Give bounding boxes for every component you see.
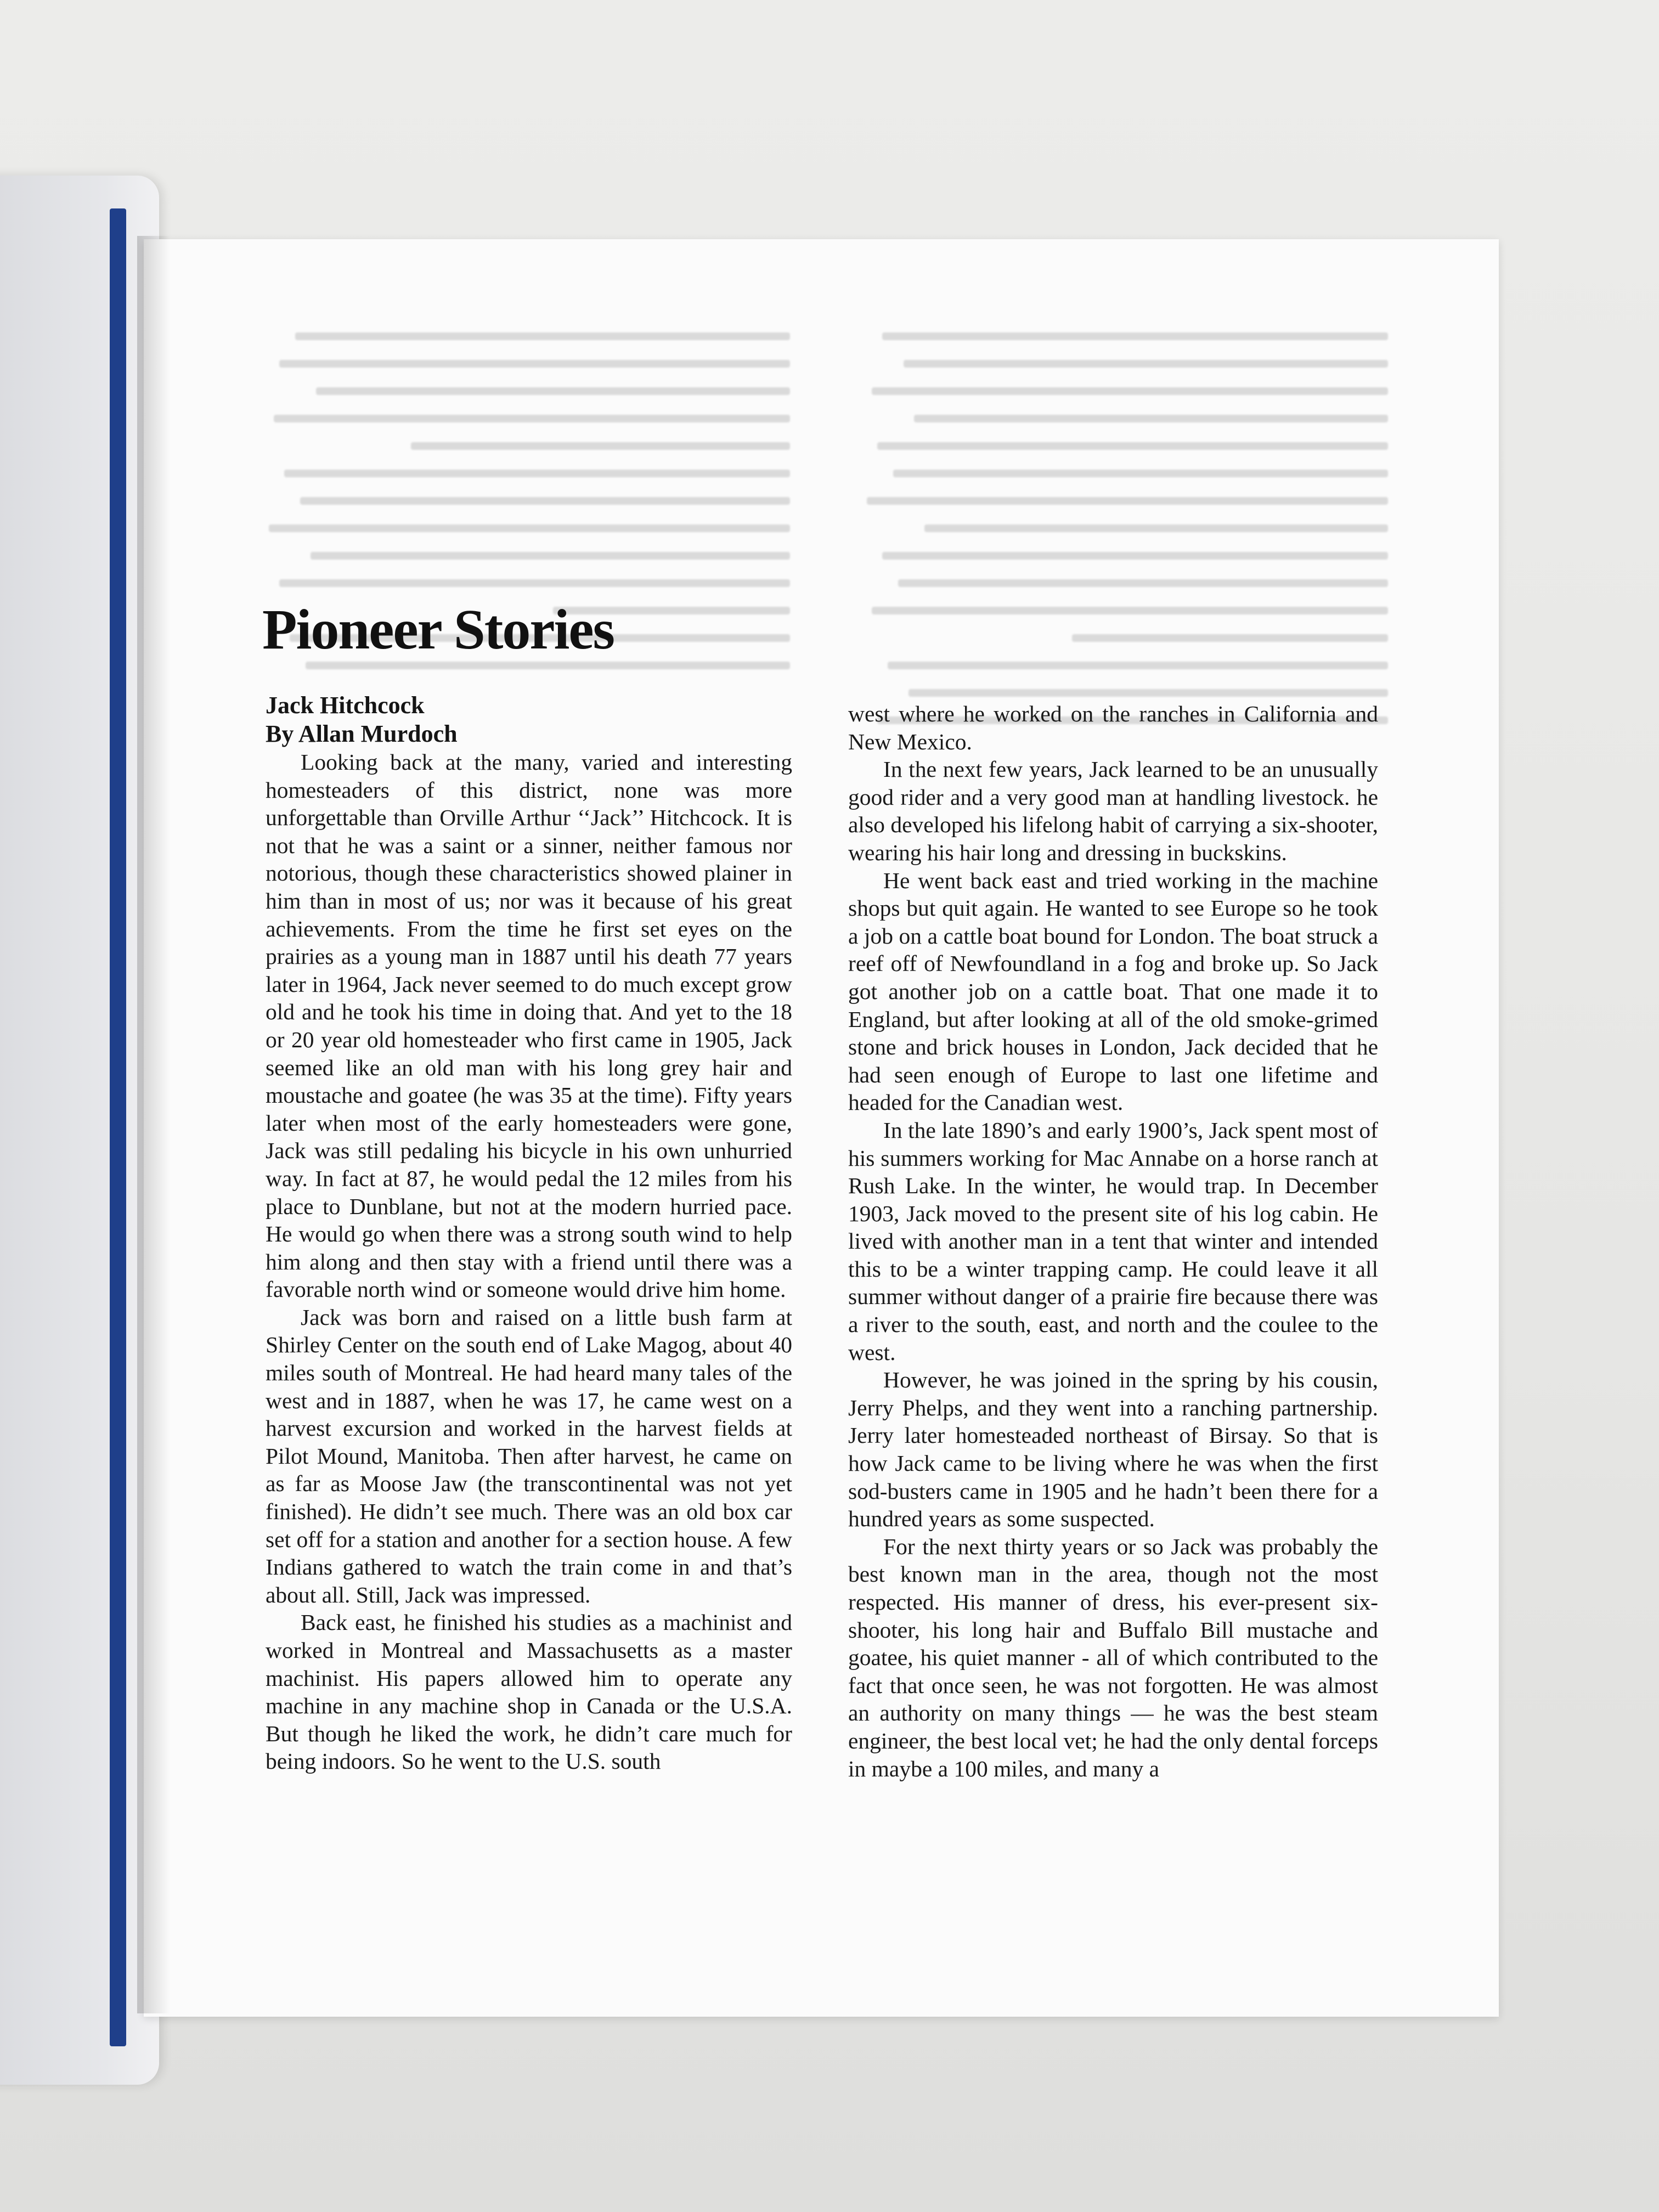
spine-shadow	[137, 236, 170, 2013]
page-title: Pioneer Stories	[262, 598, 614, 661]
facing-page-edge	[0, 176, 159, 2085]
paragraph: In the late 1890’s and early 1900’s, Jack spent most of his summers working for Mac Annabe on a horse ranch at Rush Lake. In the winter, he would trap. In December 1903, Jack moved to the present site of his log cabin. He lived with another man in a tent that winter and intended this to be a winter trapping camp. He could leave it all summer without danger of a prairie fire because there was a river to the south, east, and north and the coulee to the west.	[848, 1117, 1378, 1365]
article-title: Jack Hitchcock	[266, 692, 425, 719]
paragraph: Looking back at the many, varied and interesting homesteaders of this district, none was more unforgettable than Orville Arthur ‘‘Jack’’ Hitchcock. It is not that he was a saint or a sinner, neither famous nor notorious, though these characteristics showed plainer in him than in most of us; nor was it because of his great achievements. From the time he first set eyes on the prairies as a young man in 1887 until his death 77 years later in 1964, Jack never seemed to do much except grow old and he took his time in doing that. And yet to the 18 or 20 year old homesteader who first came in 1905, Jack seemed like an old man with his long grey hair and moustache and goatee (he was 35 at the time). Fifty years later when most of the early homesteaders were gone, Jack was still pedaling his bicycle in his own unhurried way. In fact at 87, he would pedal the 12 miles from his place to Dunblane, but not at the modern hurried pace. He would go when there was a strong south wind to help him along and then stay with a friend until there was a favorable north wind or someone would drive him home.	[266, 749, 792, 1302]
paragraph: However, he was joined in the spring by his cousin, Jerry Phelps, and they went into a ranching partnership. Jerry later homesteaded northeast of Birsay. So that is how Jack came to be living where he was when the first sod-busters came in 1905 and he hadn’t been there for a hundred years as some suspected.	[848, 1367, 1378, 1532]
paragraph: In the next few years, Jack learned to be an unusually good rider and a very good man at handling livestock. he also developed his lifelong habit of carrying a six-shooter, wearing his hair long and dressing in buckskins.	[848, 757, 1378, 865]
book-page	[144, 239, 1499, 2017]
paragraph: He went back east and tried working in the machine shops but quit again. He wanted to see Europe so he took a job on a cattle boat bound for London. The boat struck a reef off of Newfoundland in a fog and broke up. So Jack got another job on a cattle boat. That one made it to England, but after looking at all of the old smoke-grimed stone and brick houses in London, Jack decided that he had seen enough of Europe to last one lifetime and headed for the Canadian west.	[848, 867, 1378, 1115]
paragraph: Back east, he finished his studies as a machinist and worked in Montreal and Massachusetts as a master machinist. His papers allowed him to operate any machine in any machine shop in Canada or the U.S.A. But though he liked the work, he didn’t care much for being indoors. So he went to the U.S. south	[266, 1610, 792, 1774]
byline: By Allan Murdoch	[266, 720, 458, 747]
text-column-left	[266, 691, 792, 1775]
paragraph: Jack was born and raised on a little bush farm at Shirley Center on the south end of Lake Magog, about 40 miles south of Montreal. He had heard many tales of the west and in 1887, when he was 17, he came west on a harvest excursion and worked in the harvest fields at Pilot Mound, Manitoba. Then after harvest, he came on as far as Moose Jaw (the transcontinental was not yet finished). He didn’t see much. There was an old box car set off for a station and another for a section house. A few Indians gathered to watch the train come in and that’s about all. Still, Jack was impressed.	[266, 1304, 792, 1607]
paragraph-continuation: west where he worked on the ranches in California and New Mexico.	[848, 701, 1378, 754]
text-column-right	[848, 700, 1378, 1782]
book-cover-edge	[110, 208, 126, 2046]
paragraph: For the next thirty years or so Jack was probably the best known man in the area, though not the most respected. His manner of dress, his ever-present six-shooter, his long hair and Buffalo Bill mustache and goatee, his quiet manner - all of which contributed to the fact that once seen, he was not forgotten. He was almost an authority on many things — he was the best steam engineer, the best local vet; he had the only dental forceps in maybe a 100 miles, and many a	[848, 1533, 1378, 1781]
